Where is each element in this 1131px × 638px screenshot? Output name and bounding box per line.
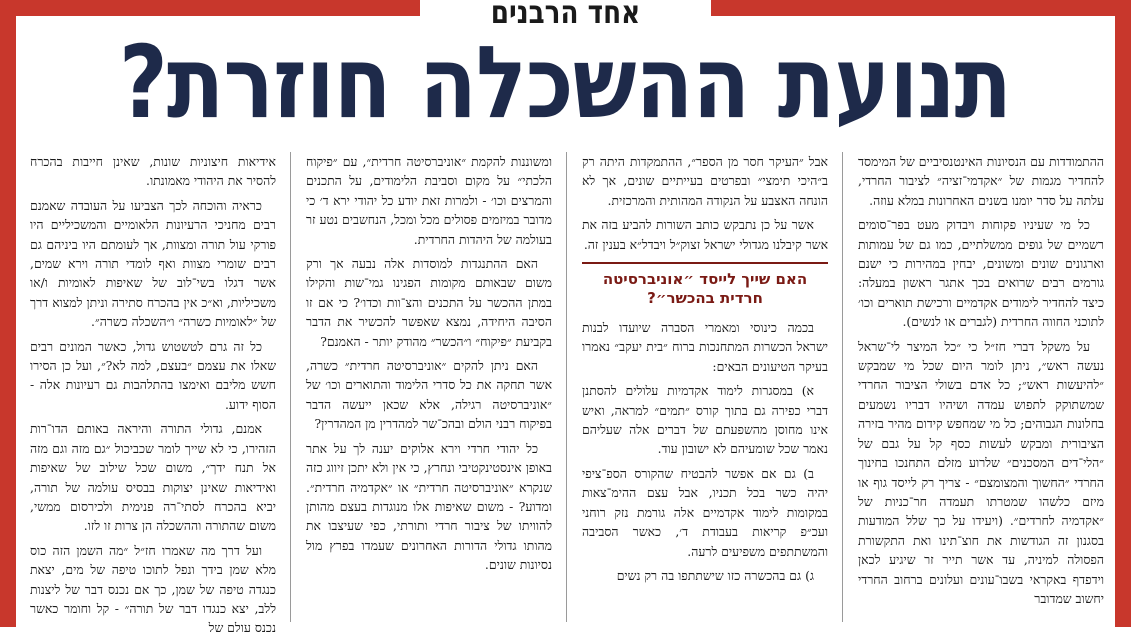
paragraph: א) במסגרות לימוד אקדמיות עלולים להסתנן דברי כפירה גם בתוך קורס ״תמים״ למראה, ואיש אינו מחוסן מהשפעתם של דברים אלה שעליהם נאמר שכל שומעיהם לא ישובון עוד. bbox=[582, 383, 828, 457]
column-rule bbox=[566, 152, 567, 622]
article-column-3 bbox=[306, 152, 552, 627]
paragraph: האם ניתן להקים ״אוניברסיטה חרדית״ כשרה, אשר תחקה את כל סדרי הלימוד והתוארים וכו׳ של ״אוניברסיטה רגילה, אלא שכאן ייעשה הדבר בפיקוח רבני הולם ובהכ־שר למהדרין מן המהדרין? bbox=[306, 358, 552, 432]
right-red-frame bbox=[1115, 0, 1131, 627]
top-red-bar-right bbox=[711, 0, 1131, 16]
subheading: האם שייך לייסד ״אוניברסיטה חרדית בהכשר״? bbox=[582, 262, 828, 308]
paragraph: אידיאות חיצוניות שונות, שאינן חייבות בהכרח להסיר את היהודי מאמונתו. bbox=[30, 154, 276, 189]
paragraph: בכמה כינוסי ומאמרי הסברה שיועדו לבנות ישראל הכשרות המתחנכות ברוח ״בית יעקב״ נאמרו בעיקר הטיעונים הבאים: bbox=[582, 320, 828, 374]
headline bbox=[20, 24, 1111, 141]
paragraph: ג) גם בהכשרה כזו שישתתפו בה רק נשים bbox=[616, 567, 814, 583]
paragraph: האם ההתנגדות למוסדות אלה נבעה אך ורק משום שבאותם מקומות הפגינו גמי־שות והקילו במתן ההכשר על התכנים והצ־וות וכדו׳? כי אם זו הסיבה היחידה, נמצא שאפשר להכשיר את הדבר בקביעת ״פיקוח״ ו״הכשר״ מהודק יותר - האמנם? bbox=[306, 256, 552, 349]
article-column-2 bbox=[582, 152, 828, 627]
paragraph: כראיה והוכחה לכך הצביעו על העובדה שאמנם רבים מחניכי הרעיונות הלאומיים והמשכיליים היו פורקי עול תורה ומצוות, אך לעומתם היו ביניהם גם רבים שומרי מצוות ואף לומדי תורה וירא שמים, אשר דגלו בשי־לוב של שאיפות לאומיות ו/או משכיליות, וא״כ אין בהכרח סתירה וניתן למצוא דרך של ״לאומיות כשרה״ ו״השכלה כשרה״. bbox=[30, 197, 276, 330]
paragraph: ההתמודדות עם הנסיונות האינטנסיביים של המימסד להחדיר מגמות של ״אקדמי־זציה״ לציבור החרדי, עלתה על סדר יומנו בשנים האחרונות במלא עוזה. bbox=[858, 154, 1104, 208]
left-red-frame bbox=[0, 0, 16, 627]
paragraph: אשר על כן נתבקש כותב השורות להביע בזה את אשר קיבלנו מגדולי ישראל זצוק״ל ויבדל״א בענין זה. bbox=[582, 217, 828, 252]
paragraph: כל מי שעיניו פקוחות ויבדוק מעט בפר־סומים רשמיים של גופים ממשלתיים, כמו גם של עמותות וארגונים שונים ומשונים, יבחין במהירות כי ישנם גורמים רבים שרואים בכך אתגר ראשון במעלה: כיצד להחדיר לימודים אקדמיים ורכישת תוארים וכו׳ לתוכני החווה החרדית (לגברים או לנשים). bbox=[858, 217, 1104, 330]
headline-text: תנועת ההשכלה חוזרת? bbox=[119, 24, 1012, 141]
paragraph: ב) גם אם אפשר להבטיח שהקורס הספ־ציפי יהיה כשר בכל תכניו, אבל עצם ההימ־צאות במקומות לימוד אקדמיים אלה גורמת נזק רוחני ועכ״פ קריאות בעבודת ד׳, כאשר הסביבה והמשתתפים משפיעים לרעה. bbox=[582, 465, 828, 559]
paragraph: כל יהודי חרדי וירא אלוקים יענה לך על אתר באופן אינסטינקטיבי ונחרץ, כי אין ולא יתכן זיווג כזה שנקרא ״אוניברסיטה חרדית״ או ״אקדמיה חרדית״. ומדוע? - משום שאיפות אלו מנוגדות בעצם מהותן להוויתו של ציבור חרדי ותורתי, כפי שעיצבו את מהותו גדולי הדורות האחרונים שעמדו בפרץ מול נסיונות שונים. bbox=[306, 440, 552, 573]
article-column-1 bbox=[858, 152, 1104, 627]
paragraph: על משקל דברי חז״ל כי ״כל המיצר לי־שראל נעשה ראש״, ניתן לומר היום שכל מי שמבקש ״להיעשות ראש״; כל אדם בשולי הציבור החרדי שמשתוקק לתפוש עמדה ושיהיו דבריו נשמעים בחלונות הגבוהים; כל מי שמחפש קידום מהיר בזירה הציבורית ומבקש לעשות כסף קל על גבם של ״הלי־דים המסכנים״ שלרוע מזלם התחנכו בחינוך החרדי ״החשוך והמצומצם״ - צריך רק לייסד גוף או מיזם כלשהו שמטרתו תעמדה חר־כניות של ״אקדמיה לחרדים״. (ויעידו על כך שלל המודעות בסגנון זה הגודשות את חוצ־תינו ואת התקשורת הפסולה למיניה, עד אשר תייר זר שיגיע לכאן וידפדף באקראי בשבו־עונים ועלונים ברחוב החרדי יחשוב שמדובר bbox=[858, 338, 1104, 606]
paragraph: ומשוננות להקמת ״אוניברסיטה חרדית״, עם ״פיקוח הלכתי״ על מקום וסביבת הלימודים, על התכנים והמרצים וכו׳ - ולמרות זאת יודע כל יהודי ירא ד׳ כי מדובר במיזמים פסולים מכל ומכל, הנחשבים נטע זר בעולמה של היהדות החרדית. bbox=[306, 154, 552, 247]
top-red-bar-left bbox=[0, 0, 420, 16]
column-rule bbox=[842, 152, 843, 622]
paragraph: אמנם, גדולי התורה והיראה באותם הדו־רות הזהירו, כי לא שייך לומר שכביכול ״גם מזה וגם מזה אל תנח ידך״, משום שכל שילוב של שאיפות ואידיאות שאינן יצוקות בבסיס עולמה של תורה, יביא בהכרח לסתי־רה פנימית ולכירסום ממשי, משום שהתורה וההשכלה הן צרות זו לזו. bbox=[30, 421, 276, 534]
kicker-label: אחד הרבנים bbox=[490, 0, 641, 31]
article-column-4 bbox=[30, 152, 276, 636]
paragraph: ועל דרך מה שאמרו חז״ל ״מה השמן הזה כוס מלא שמן בידך ונפל לתוכו טיפה של מים, יצאת כנגדה טיפה של שמן, כך אם נכנס דבר של ליצנות ללב, יצא כנגדו דבר של תורה״ - קל וחומר כאשר נכנס עולם של bbox=[30, 542, 276, 636]
column-rule bbox=[290, 152, 291, 622]
paragraph: אבל ״העיקר חסר מן הספר״, ההתמקדות היתה רק ב״היכי תימצי״ ובפרטים בעייתיים שונים, אך לא הונחה האצבע על הנקודה המהותית והמרכזית. bbox=[582, 154, 828, 208]
paragraph: כל זה גרם לטשטוש גדול, כאשר המונים רבים שאלו את עצמם ״בעצם, למה לא?״, ועל כן הסירו חשש מליבם ואימצו בהתלהבות גם רעיונות אלה - הסוף ידוע. bbox=[30, 338, 276, 412]
